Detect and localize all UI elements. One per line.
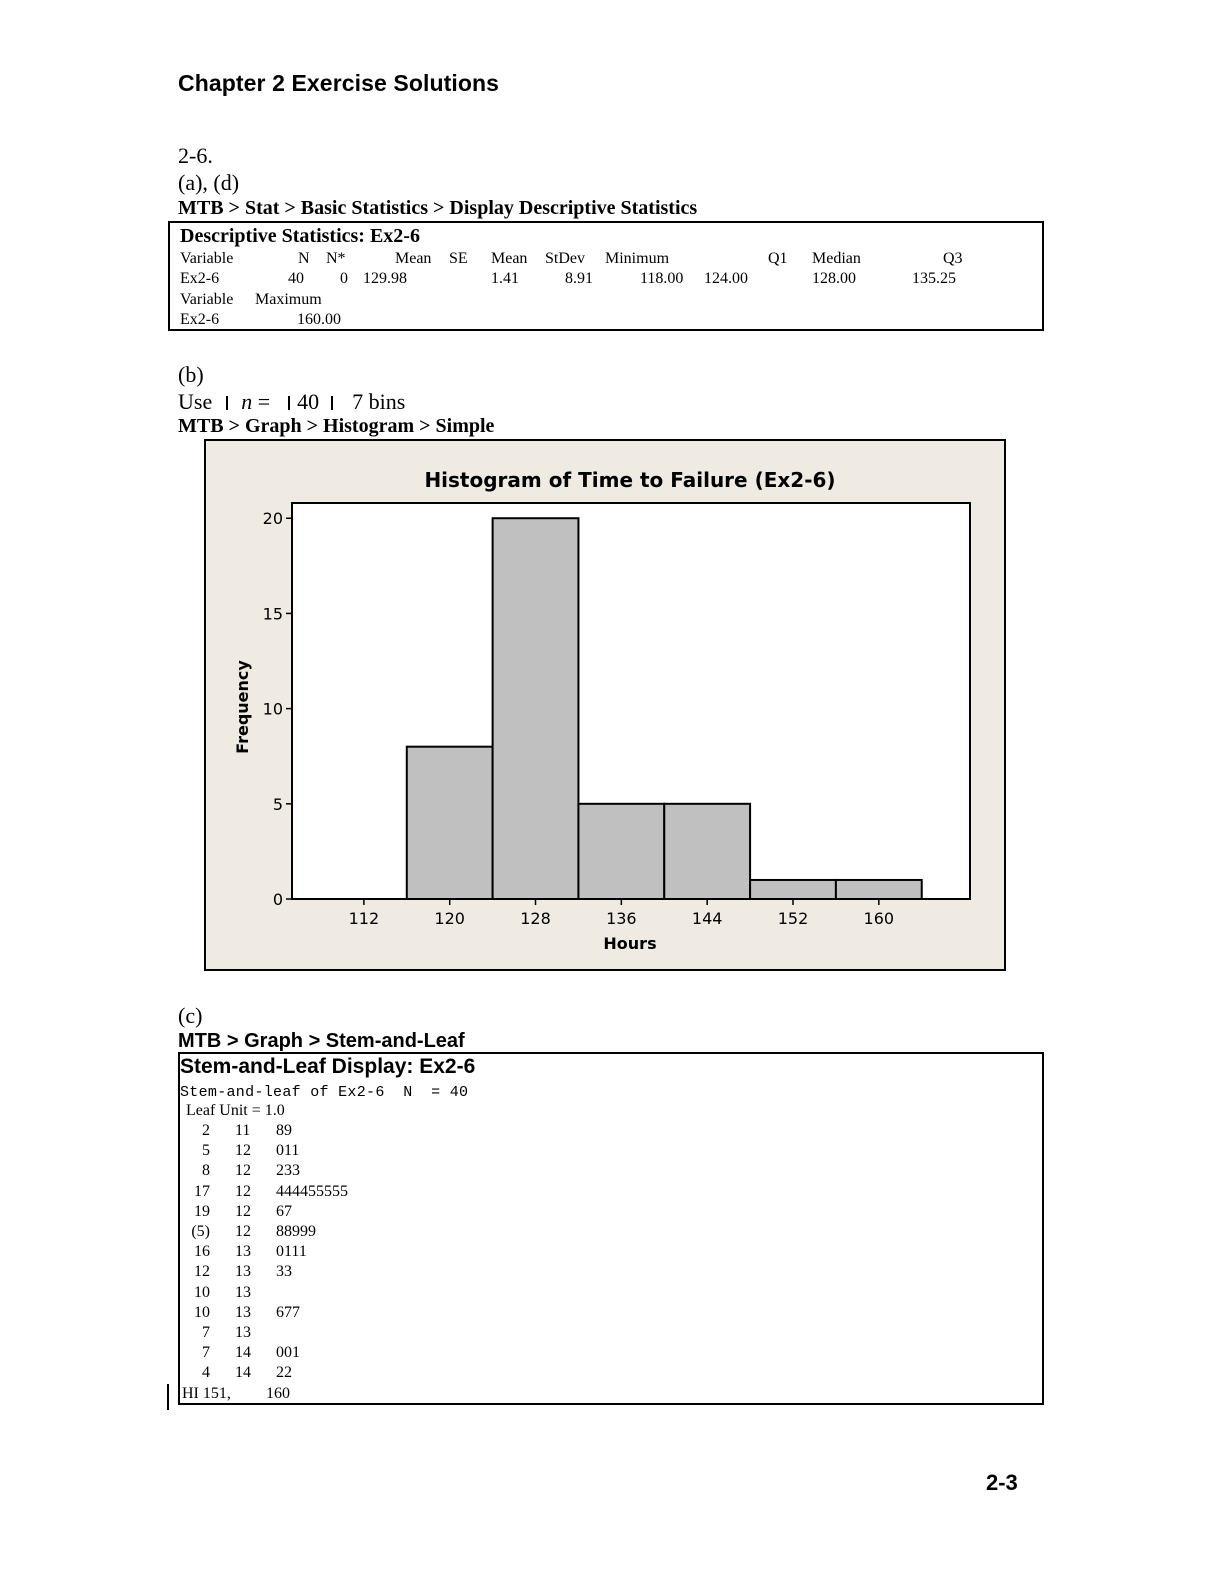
row-mean: 129.98	[363, 270, 407, 287]
stemleaf-leaves: 22	[276, 1364, 292, 1382]
descriptive-heading: Descriptive Statistics: Ex2-6	[180, 225, 420, 247]
stemleaf-leaves: 444455555	[276, 1182, 348, 1200]
stemleaf-leaves: 233	[276, 1162, 300, 1180]
row-se-mean: 1.41	[491, 270, 519, 287]
stemleaf-depth: (5)	[191, 1223, 210, 1240]
x-axis-label: Hours	[603, 934, 657, 953]
stemleaf-leaves: 001	[276, 1344, 300, 1362]
stemleaf-stem: 12	[235, 1142, 251, 1160]
histogram-bar	[493, 518, 579, 899]
n-value: 40	[297, 389, 320, 414]
stemleaf-depth: 2	[202, 1122, 210, 1139]
histogram-bar	[407, 747, 493, 899]
stemleaf-leaves: 33	[276, 1263, 292, 1281]
x-tick-label: 160	[863, 909, 895, 928]
bins-count: 7 bins	[352, 389, 406, 414]
divider-mark	[331, 396, 333, 410]
header-minimum: Minimum	[605, 250, 670, 267]
stemleaf-stem: 13	[235, 1283, 251, 1301]
stemleaf-depth: 19	[194, 1202, 210, 1220]
stemleaf-stem: 13	[235, 1263, 251, 1281]
header2-maximum: Maximum	[255, 291, 322, 308]
histogram-chart	[206, 441, 1008, 973]
row-minimum: 118.00	[640, 270, 684, 287]
part-c-label: (c)	[178, 1003, 203, 1028]
row2-variable: Ex2-6	[180, 311, 220, 328]
row-n: 40	[288, 270, 304, 287]
stemleaf-leaves: 011	[276, 1142, 300, 1160]
x-tick-label: 144	[691, 909, 723, 928]
divider-mark	[226, 396, 228, 410]
stemleaf-stem: 13	[235, 1303, 251, 1321]
y-axis-label: Frequency	[233, 660, 252, 754]
x-tick-label: 120	[434, 909, 465, 928]
part-ad-label: (a), (d)	[178, 170, 240, 195]
histogram-command: MTB > Graph > Histogram > Simple	[178, 415, 495, 437]
stemleaf-stem: 13	[235, 1243, 251, 1261]
histogram-panel	[204, 439, 1006, 971]
stemleaf-stem: 12	[235, 1223, 251, 1240]
x-tick-label: 128	[520, 909, 551, 928]
y-tick-label: 10	[262, 699, 283, 719]
stemleaf-depth: 12	[194, 1263, 210, 1281]
stemleaf-depth: 10	[194, 1283, 210, 1301]
divider-mark	[288, 396, 290, 410]
stemleaf-box	[178, 1052, 1044, 1405]
stemleaf-leaves: 89	[276, 1122, 292, 1139]
row-q1: 124.00	[704, 270, 748, 287]
stemleaf-depth: 16	[194, 1243, 210, 1261]
stemleaf-stem: 14	[235, 1344, 251, 1362]
stemleaf-depth: 17	[194, 1182, 210, 1200]
stemleaf-depth: 8	[202, 1162, 210, 1180]
stemleaf-depth: 7	[202, 1324, 210, 1341]
header-q3: Q3	[943, 250, 963, 267]
stemleaf-margin-bar	[167, 1384, 169, 1410]
header-n-star: N*	[326, 250, 346, 267]
stemleaf-stem: 11	[235, 1122, 251, 1139]
header-variable: Variable	[180, 250, 234, 267]
descriptive-command: MTB > Stat > Basic Statistics > Display Descriptive Statistics	[178, 197, 698, 219]
header2-variable: Variable	[180, 291, 234, 308]
stemleaf-stem: 13	[235, 1324, 251, 1341]
part-b-label: (b)	[178, 362, 204, 387]
header-n: N	[298, 250, 310, 267]
stemleaf-depth: 7	[202, 1344, 210, 1362]
stemleaf-leaves: 677	[276, 1303, 300, 1321]
stemleaf-depth: 10	[194, 1303, 210, 1321]
chart-title: Histogram of Time to Failure (Ex2-6)	[424, 468, 836, 492]
y-tick-label: 15	[262, 604, 283, 624]
header-median: Median	[812, 250, 861, 267]
stemleaf-stem: 12	[235, 1182, 251, 1200]
exercise-number: 2-6.	[178, 143, 213, 168]
stemleaf-leaves: 67	[276, 1202, 292, 1220]
histogram-bar	[836, 880, 922, 899]
n-symbol: n	[241, 389, 253, 414]
histogram-bar	[750, 880, 836, 899]
header-se-mean: Mean	[491, 250, 528, 267]
row-n-star: 0	[340, 270, 348, 287]
row-stdev: 8.91	[565, 270, 593, 287]
row2-maximum: 160.00	[297, 311, 341, 328]
hi-label: HI 151,	[182, 1385, 231, 1402]
stemleaf-stem: 14	[235, 1364, 251, 1382]
chapter-title: Chapter 2 Exercise Solutions	[178, 70, 500, 96]
histogram-bar	[664, 804, 750, 899]
stemleaf-leaves: 0111	[276, 1243, 307, 1261]
page-number: 2-3	[986, 1470, 1018, 1495]
header-se: SE	[449, 250, 468, 267]
hi-value: 160	[266, 1385, 290, 1402]
x-axis	[349, 899, 894, 928]
stemleaf-depth: 4	[202, 1364, 210, 1382]
y-tick-label: 0	[272, 890, 283, 909]
x-tick-label: 152	[777, 909, 809, 928]
stemleaf-leaves: 88999	[276, 1223, 316, 1240]
stemleaf-heading: Stem-and-Leaf Display: Ex2-6	[180, 1055, 476, 1078]
descriptive-stats-box	[168, 221, 1044, 331]
row-q3: 135.25	[912, 270, 956, 287]
x-tick-label: 136	[606, 909, 637, 928]
y-axis	[263, 509, 292, 909]
use-word: Use	[178, 389, 213, 414]
stemleaf-stem: 12	[235, 1202, 251, 1220]
y-tick-label: 5	[272, 794, 283, 814]
equals-sign: =	[257, 389, 271, 414]
bins-line	[178, 389, 405, 415]
row-median: 128.00	[812, 270, 856, 287]
stemleaf-summary: Stem-and-leaf of Ex2-6 N = 40	[180, 1084, 469, 1101]
leaf-unit: Leaf Unit = 1.0	[186, 1102, 285, 1119]
y-tick-label: 20	[262, 509, 283, 529]
stemleaf-command: MTB > Graph > Stem-and-Leaf	[178, 1030, 465, 1052]
row-variable: Ex2-6	[180, 270, 220, 287]
header-mean: Mean	[395, 250, 432, 267]
header-q1: Q1	[768, 250, 788, 267]
header-stdev: StDev	[545, 250, 585, 267]
stemleaf-stem: 12	[235, 1162, 251, 1180]
stemleaf-depth: 5	[202, 1142, 210, 1160]
histogram-bar	[578, 804, 664, 899]
x-tick-label: 112	[348, 909, 380, 928]
